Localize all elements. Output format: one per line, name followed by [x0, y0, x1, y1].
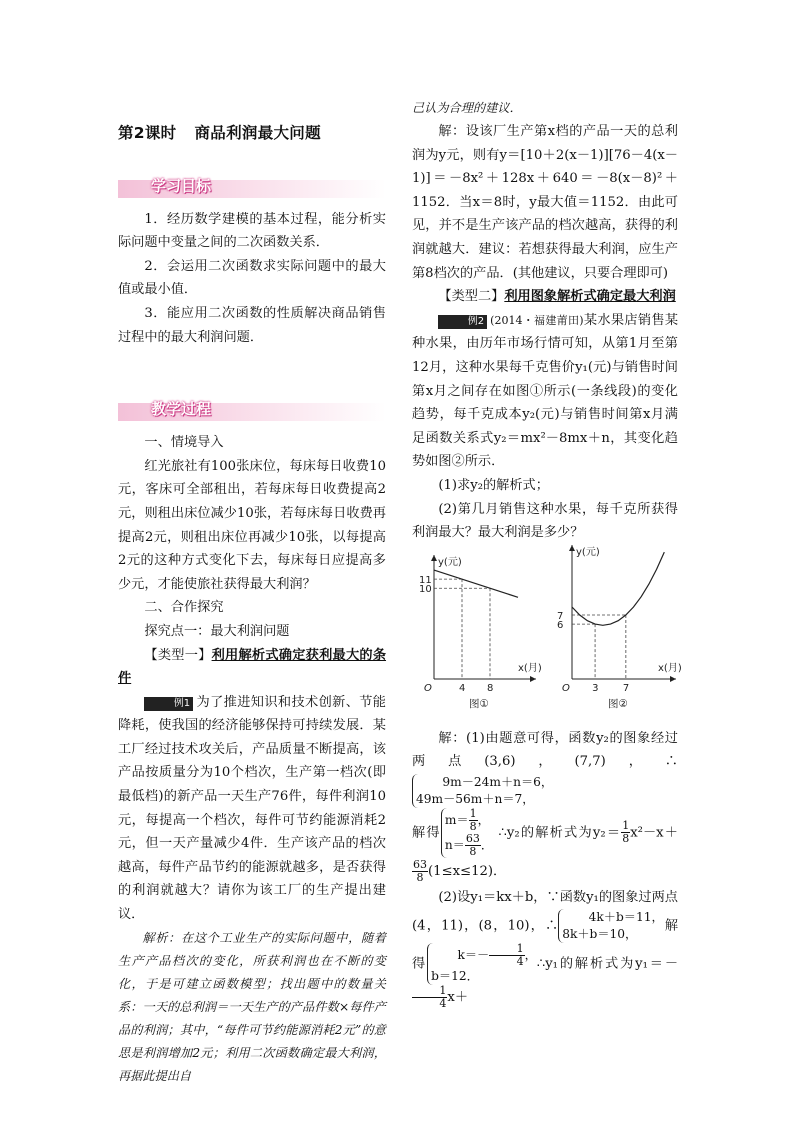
solution-2-result: 解得m＝ $\frac{1}{8}$ ， n＝ $\frac{63}{8}$ ． ∴y₂的解析式为y₂＝ $\frac{1}{8}$ x²－x＋ $\frac{63}{8}$ (1≤x≤12)．	[412, 806, 678, 884]
heading-point-1: 探究点一：最大利润问题	[144, 623, 290, 639]
section-title-process: 教学过程	[151, 400, 212, 419]
solution-2: 解：(1)由题意可得，函数y₂的图象经过两点(3,6)，(7,7)，∴9m－24m＋n＝6， 49m－56m＋n＝7，	[412, 730, 678, 806]
x-tick-label: 7	[622, 682, 630, 694]
type-1-heading: 【类型一】利用解析式确定获利最大的条件	[118, 647, 387, 687]
solution-system-1: m＝ $\frac{1}{8}$ ， n＝ $\frac{63}{8}$ ．	[441, 808, 493, 858]
y-axis-arrow	[569, 545, 575, 551]
y-tick-label: 6	[557, 619, 564, 631]
origin-label: O	[562, 682, 570, 694]
analysis-1-end: 己认为合理的建议．	[412, 101, 522, 115]
y-axis-label: y(元)	[438, 556, 462, 568]
question-2: (2)第几月销售这种水果，每千克所获得利润最大？最大利润是多少？	[412, 501, 678, 541]
x-axis-label: x(月)	[658, 662, 682, 674]
goal-1: 1．经历数学建模的基本过程，能分析实际问题中变量之间的二次函数关系．	[118, 211, 386, 251]
x-tick-label: 3	[592, 682, 599, 694]
heading-intro: 一、情境导入	[144, 435, 224, 451]
x-tick-label: 8	[487, 682, 494, 694]
goal-2: 2．会运用二次函数求实际问题中的最大值或最小值．	[118, 258, 386, 298]
example-1-tag: 例1	[144, 697, 193, 711]
y-tick-label: 7	[557, 610, 564, 622]
solution-system-2: k＝－ $\frac{1}{4}$ ， b＝12．	[427, 943, 537, 985]
figure-caption: 图②	[608, 697, 628, 710]
section-banner-goals	[118, 174, 386, 200]
graphs-area	[412, 546, 682, 719]
type-2-heading: 【类型二】利用图象解析式确定最大利润	[438, 289, 676, 305]
solution-3: (2)设y₁＝kx＋b，∵函数y₁的图象过两点(4，11)，(8，10)，∴4k＋b＝11， 8k＋b＝10，解得k＝－ $\frac{1}{4}$ ， b＝12．∴y₁的解析式为y₁＝－ $\frac{1}{4}$ x＋	[412, 889, 679, 1011]
series-line	[572, 552, 664, 625]
lesson-title: 第2课时 商品利润最大问题	[118, 124, 321, 142]
x-axis-arrow	[530, 676, 536, 682]
figure-caption: 图①	[469, 697, 489, 710]
right-column	[412, 97, 682, 1011]
goal-3: 3．能应用二次函数的性质解决商品销售过程中的最大利润问题．	[118, 305, 386, 345]
heading-explore: 二、合作探究	[144, 600, 224, 616]
intro-paragraph: 红光旅社有100张床位，每床每日收费10元，客床可全部租出，若每床每日收费提高2元，则租出床位减少10张，若每床每日收费再提高2元，则租出床位再减少10张，以每提高2元的这种方式变化下去，每床每日应提高多少元，才能使旅社获得最大利润？	[118, 458, 386, 592]
x-tick-label: 4	[459, 682, 466, 694]
question-1: (1)求y₂的解析式；	[438, 477, 549, 493]
graph-2	[548, 546, 682, 719]
origin-label: O	[424, 682, 432, 694]
graph-1	[412, 551, 540, 719]
y-tick-label: 11	[419, 574, 432, 586]
left-column	[118, 122, 386, 1088]
analysis-1: 解析：在这个工业生产的实际问题中，随着生产产品档次的变化，所获利润也在不断的变化，于是可建立函数模型；找出题中的数量关系：一天的总利润＝一天生产的产品件数×每件产品的利润；其中，“每件可节约能源消耗2元”的意思是利润增加2元；利用二次函数确定最大利润，再据此提出自	[118, 930, 386, 1083]
section-title-goals: 学习目标	[151, 176, 212, 195]
y-axis-arrow	[431, 555, 437, 561]
x-axis-label: x(月)	[518, 662, 542, 674]
example-1: 例1 为了推进知识和技术创新、节能降耗，使我国的经济能够保持可持续发展．某工厂经过技术攻关后，产品质量不断提高，该产品按质量分为10个档次，生产第一档次(即最低档)的新产品一天生产76件，每件利润10元，每提高一个档次，每件可节约能源消耗2元，但一天产量减少4件．生产该产品的档次越高，每件产品节约的能源就越多，是否获得的利润就越大？请你为该工厂的生产提出建议．	[118, 694, 386, 923]
equation-system-1: 9m－24m＋n＝6， 49m－56m＋n＝7，	[412, 774, 553, 808]
solution-1: 解：设该厂生产第x档的产品一天的总利润为y元，则有y＝[10＋2(x－1)][76－4(x－1)]＝－8x²＋128x＋640＝－8(x－8)²＋1152．当x＝8时，y最大值＝1152．由此可见，并不是生产该产品的档次越高，获得的利润就越大．建议：若想获得最大利润，应生产第8档次的产品．(其他建议，只要合理即可)	[412, 124, 678, 281]
equation-system-2: 4k＋b＝11， 8k＋b＝10，	[558, 909, 663, 943]
series-line	[434, 570, 518, 597]
y-axis-label: y(元)	[576, 546, 600, 558]
example-2: 例2 (2014・福建莆田)某水果店销售某种水果，由历年市场行情可知，从第1月至第12月，这种水果每千克售价y₁(元)与销售时间第x月之间存在如图①所示(一条线段)的变化趋势，每千克成本y₂(元)与销售时间第x月满足函数关系式y₂＝mx²－8mx＋n，其变化趋势如图②所示．	[412, 312, 679, 470]
y-tick-label: 10	[419, 583, 432, 595]
section-banner-process	[118, 397, 386, 423]
example-2-tag: 例2	[438, 315, 487, 329]
x-axis-arrow	[670, 676, 676, 682]
example-2-source: (2014・福建莆田)	[490, 313, 584, 327]
